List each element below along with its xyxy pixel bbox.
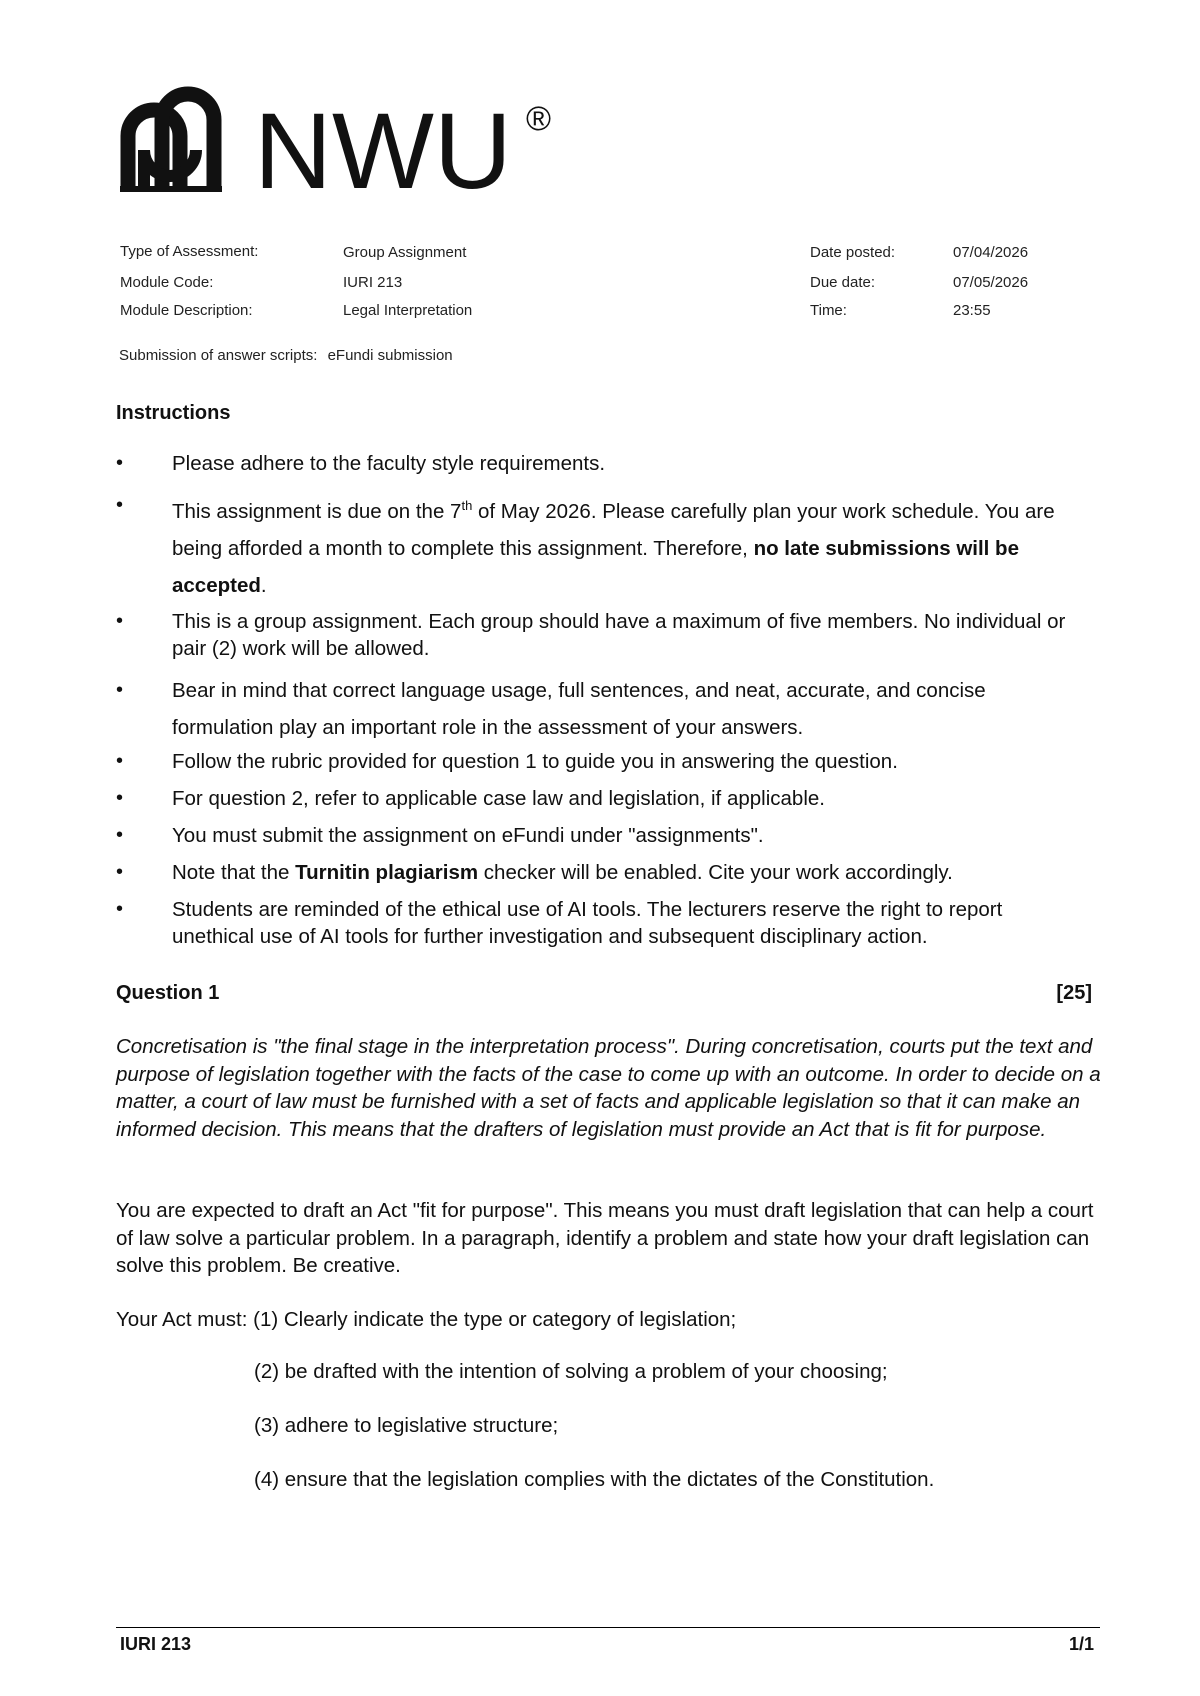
list-item: • Students are reminded of the ethical use of AI tools. The lecturers reserve the right to report unethical use of AI tools for further investigation and subsequent disciplinary action.: [116, 896, 1086, 950]
list-item: • You must submit the assignment on eFundi under "assignments".: [116, 822, 1086, 849]
requirement-1: Your Act must: (1) Clearly indicate the type or category of legislation;: [116, 1308, 737, 1331]
page-number: 1/1: [1068, 1634, 1094, 1654]
footer-rule: [116, 1627, 1100, 1628]
question-1-heading: [116, 982, 1092, 1005]
nwu-logo-mark: [114, 80, 574, 200]
instructions-heading: Instructions: [116, 402, 231, 424]
list-item: • Please adhere to the faculty style requirements.: [116, 450, 1086, 477]
requirement-3: (3) adhere to legislative structure;: [254, 1414, 559, 1437]
submission-row: [119, 347, 453, 364]
question-title: Question 1: [116, 982, 220, 1004]
instructions-list: [116, 450, 1086, 950]
type-value: Group Assignment: [343, 244, 467, 261]
time-value: 23:55: [953, 302, 991, 319]
due-date-label: Due date:: [810, 274, 876, 291]
submission-value: eFundi submission: [327, 347, 453, 364]
submission-label: Submission of answer scripts:: [119, 347, 318, 364]
module-code-label: Module Code:: [120, 274, 214, 291]
question-1-intro: Concretisation is "the final stage in the interpretation process". During concretisation, courts put the text and purpose of legislation together with the facts of the case to come up with an outcome. In order to decide on a matter, a court of law must be furnished with a set of facts and applicable legislation so that it can make an informed decision. This means that the drafters of legislation must provide an Act that is fit for purpose.: [116, 1035, 1101, 1141]
nwu-logo: [114, 80, 574, 200]
list-item: • This is a group assignment. Each group should have a maximum of five members. No individual or pair (2) work will be allowed.: [116, 608, 1086, 662]
requirement-2: (2) be drafted with the intention of solving a problem of your choosing;: [254, 1360, 888, 1383]
module-desc-value: Legal Interpretation: [343, 302, 473, 319]
time-label: Time:: [810, 302, 847, 319]
type-label: Type of Assessment:: [120, 243, 259, 260]
date-posted-label: Date posted:: [810, 244, 896, 261]
question-1-task: You are expected to draft an Act "fit for purpose". This means you must draft legislation that can help a court of law solve a particular problem. In a paragraph, identify a problem and state how your draft legislation can solve this problem. Be creative.: [116, 1199, 1094, 1277]
list-item: • Bear in mind that correct language usage, full sentences, and neat, accurate, and concise formulation play an important role in the assessment of your answers.: [116, 672, 1086, 746]
date-posted-value: 07/04/2026: [953, 244, 1029, 261]
module-desc-label: Module Description:: [120, 302, 253, 319]
list-item: • Follow the rubric provided for question 1 to guide you in answering the question.: [116, 748, 1086, 775]
module-code-value: IURI 213: [343, 274, 403, 291]
due-date-value: 07/05/2026: [953, 274, 1029, 291]
page-footer: [120, 1634, 1094, 1655]
list-item: • This assignment is due on the 7th of May 2026. Please carefully plan your work schedule. You are being afforded a month to complete this assignment. Therefore, no late submissions will be accepted.: [116, 487, 1086, 604]
question-marks: [25]: [1056, 982, 1092, 1004]
footer-module-code: IURI 213: [120, 1634, 192, 1654]
requirement-4: (4) ensure that the legislation complies with the dictates of the Constitution.: [254, 1468, 935, 1491]
list-item: • For question 2, refer to applicable case law and legislation, if applicable.: [116, 785, 1086, 812]
list-item: • Note that the Turnitin plagiarism checker will be enabled. Cite your work accordingly.: [116, 859, 1086, 886]
registered-mark: ®: [526, 100, 552, 138]
logo-text: NWU: [254, 90, 512, 200]
